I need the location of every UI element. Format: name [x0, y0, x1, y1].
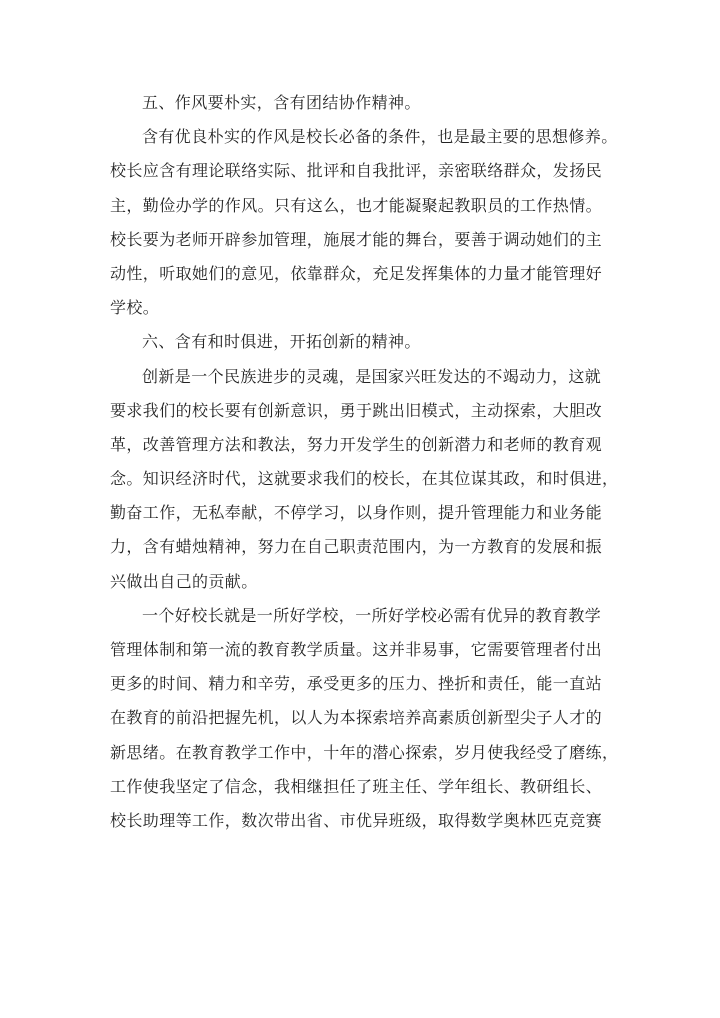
paragraph-line: 主，勤俭办学的作风。只有这么，也才能凝聚起教职员的工作热情。 — [110, 195, 603, 215]
paragraph-line: 一个好校长就是一所好学校，一所好学校必需有优异的教育教学 — [142, 605, 602, 625]
paragraph-line: 更多的时间、精力和辛劳，承受更多的压力、挫折和责任，能一直站 — [110, 674, 603, 694]
section-heading-6: 六、含有和时俱进，开拓创新的精神。 — [142, 332, 421, 352]
paragraph-line: 在教育的前沿把握先机，以人为本探索培养高素质创新型尖子人才的 — [110, 708, 603, 728]
paragraph-line: 兴做出自己的贡献。 — [110, 571, 258, 591]
paragraph-line: 勤奋工作，无私奉献，不停学习，以身作则，提升管理能力和业务能 — [110, 503, 603, 523]
paragraph-line: 校长应含有理论联络实际、批评和自我批评，亲密联络群众，发扬民 — [110, 161, 603, 181]
paragraph-line: 管理体制和第一流的教育教学质量。这并非易事，它需要管理者付出 — [110, 640, 603, 659]
paragraph-line: 革，改善管理方法和教法，努力开发学生的创新潜力和老师的教育观 — [110, 434, 603, 454]
paragraph-line: 要求我们的校长要有创新意识，勇于跳出旧模式，主动探索，大胆改 — [110, 400, 603, 420]
paragraph-line: 工作使我坚定了信念，我相继担任了班主任、学年组长、教研组长、 — [110, 776, 603, 796]
paragraph-line: 创新是一个民族进步的灵魂，是国家兴旺发达的不竭动力，这就 — [142, 366, 602, 386]
paragraph-line: 校长要为老师开辟参加管理，施展才能的舞台，要善于调动她们的主 — [110, 229, 603, 249]
document-body — [110, 86, 630, 838]
paragraph-line: 学校。 — [110, 298, 160, 318]
paragraph-line: 力，含有蜡烛精神，努力在自己职责范围内，为一方教育的发展和振 — [110, 537, 603, 557]
paragraph-line: 含有优良朴实的作风是校长必备的条件，也是最主要的思想修养。 — [142, 127, 618, 147]
paragraph-line: 动性，听取她们的意见，依靠群众，充足发挥集体的力量才能管理好 — [110, 263, 603, 283]
paragraph-line: 念。知识经济时代，这就要求我们的校长，在其位谋其政，和时俱进， — [110, 469, 619, 489]
paragraph-line: 校长助理等工作，数次带出省、市优异班级，取得数学奥林匹克竞赛 — [110, 810, 603, 830]
paragraph-line: 新思绪。在教育教学工作中，十年的潜心探索，岁月使我经受了磨练， — [110, 742, 619, 762]
section-heading-5: 五、作风要朴实，含有团结协作精神。 — [142, 93, 421, 112]
